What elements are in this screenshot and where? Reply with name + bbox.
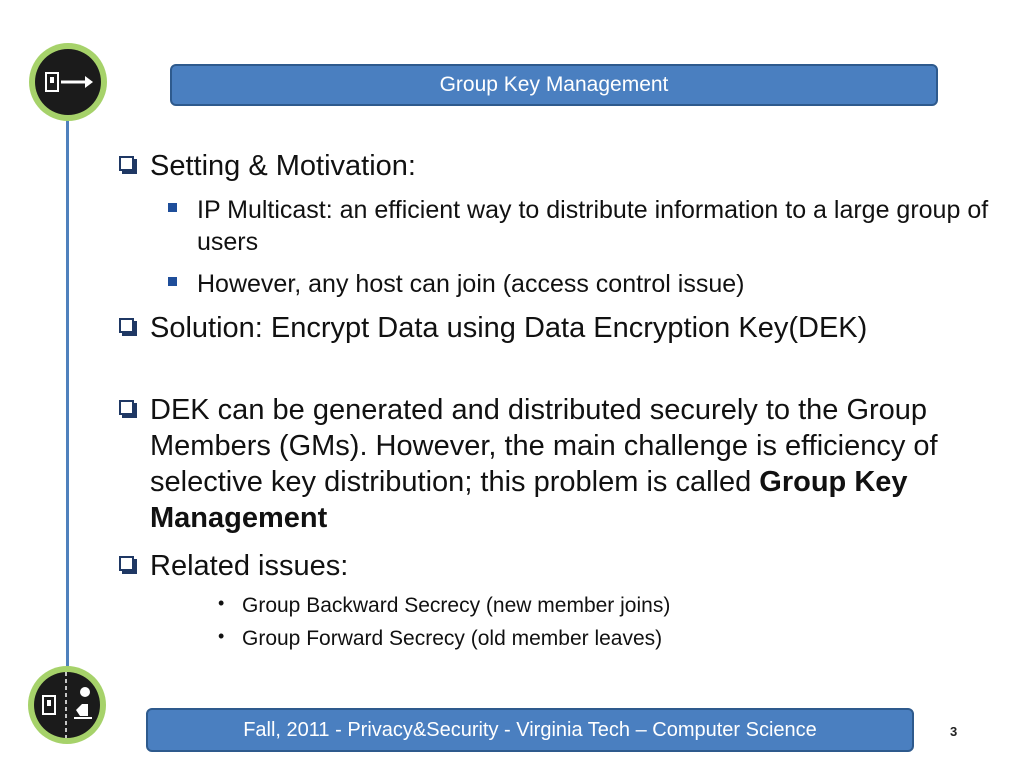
bullet-dek: [150, 392, 1015, 536]
sub-bullet-ip-multicast: IP Multicast: an efficient way to distribute information to a large group of users: [197, 196, 989, 256]
square-bullet-icon: [168, 277, 177, 286]
vertical-timeline-line: [66, 118, 69, 670]
sub-bullet-backward-secrecy: Group Backward Secrecy (new member joins): [242, 594, 671, 617]
bullet-dek-emphasis: Group Key Management: [150, 466, 908, 534]
dot-bullet-icon: •: [218, 626, 225, 646]
page-number: 3: [950, 724, 958, 739]
dot-bullet-icon: •: [218, 593, 225, 613]
checkbox-bullet-icon: [119, 556, 134, 571]
person-badge: [28, 666, 106, 744]
checkbox-bullet-icon: [119, 318, 134, 333]
bullet-related-issues: Related issues:: [150, 550, 349, 582]
door-person-icon: [28, 666, 106, 744]
door-exit-arrow-icon: [29, 43, 107, 121]
bullet-dek-text: DEK can be generated and distributed securely to the Group Members (GMs). However, the main challenge is efficiency of selective key distribution; this problem is called: [150, 394, 938, 498]
square-bullet-icon: [168, 203, 177, 212]
bullet-setting-motivation: Setting & Motivation:: [150, 150, 416, 182]
sub-bullet-any-host: However, any host can join (access control issue): [197, 270, 745, 298]
slide-title: Group Key Management: [170, 64, 938, 106]
exit-badge: [29, 43, 107, 121]
slide-footer: Fall, 2011 - Privacy&Security - Virginia Tech – Computer Science: [146, 708, 914, 752]
checkbox-bullet-icon: [119, 156, 134, 171]
checkbox-bullet-icon: [119, 400, 134, 415]
bullet-solution: Solution: Encrypt Data using Data Encryption Key(DEK): [150, 312, 868, 344]
sub-bullet-forward-secrecy: Group Forward Secrecy (old member leaves): [242, 627, 663, 650]
